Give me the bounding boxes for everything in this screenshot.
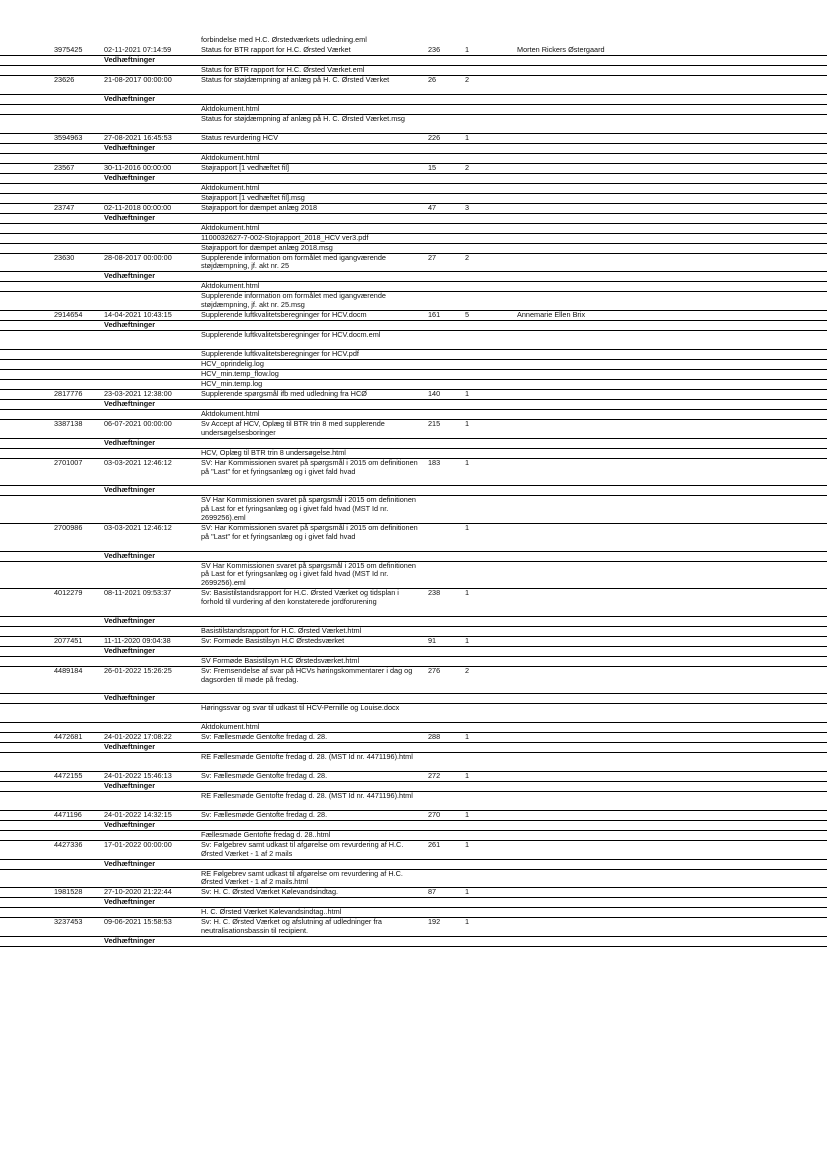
attachments-label: Vedhæftninger	[104, 780, 156, 790]
record-id: 4472155	[54, 770, 83, 780]
attachment-file-name[interactable]: HCV, Oplæg til BTR trin 8 undersøgelse.html	[201, 447, 346, 457]
attachments-header-row	[0, 214, 827, 224]
document-table	[0, 46, 827, 947]
attachment-count: 1	[465, 388, 470, 398]
record-title: Status for BTR rapport for H.C. Ørsted Værket	[201, 45, 351, 54]
attachment-file-row	[0, 184, 827, 194]
attachment-count: 1	[465, 887, 470, 897]
attachments-label: Vedhæftninger	[104, 437, 156, 447]
attachment-count: 3	[465, 202, 470, 212]
attachments-header-row	[0, 821, 827, 831]
attachments-label: Vedhæftninger	[104, 742, 156, 752]
attachment-file-row	[0, 792, 827, 811]
attachments-header-row	[0, 694, 827, 704]
record-row	[0, 459, 827, 487]
record-title: Status for støjdæmpning af anlæg på H. C. Ørsted Værket	[201, 75, 390, 84]
attachment-file-name[interactable]: RE Fællesmøde Gentofte fredag d. 28. (MST Id nr. 4471196).html	[201, 752, 413, 762]
record-date: 17-01-2022 00:00:00	[104, 839, 172, 849]
record-title: Sv Accept af HCV, Oplæg til BTR trin 8 med supplerende undersøgelsesboringer	[201, 418, 385, 437]
record-date: 27-08-2021 16:45:53	[104, 132, 172, 142]
record-row	[0, 76, 827, 95]
record-title: Supplerende information om formålet med igangværende støjdæmpning, jf. akt nr. 25	[201, 252, 386, 271]
attachments-label: Vedhæftninger	[104, 142, 156, 152]
record-row	[0, 841, 827, 860]
attachments-header-row	[0, 95, 827, 105]
record-date: 23-03-2021 12:38:00	[104, 388, 172, 398]
record-date: 02-11-2021 07:14:59	[104, 45, 172, 54]
record-number: 276	[428, 665, 441, 675]
attachments-header-row	[0, 937, 827, 947]
attachments-header-row	[0, 272, 827, 282]
record-title: Sv: Fællesmøde Gentofte fredag d. 28.	[201, 809, 328, 819]
record-date: 02-11-2018 00:00:00	[104, 202, 172, 212]
record-row	[0, 420, 827, 439]
record-title: Sv: H. C. Ørsted Værket Kølevandsindtag.	[201, 887, 339, 897]
record-date: 27-10-2020 21:22:44	[104, 887, 172, 897]
record-number: 215	[428, 418, 441, 428]
attachment-file-row	[0, 370, 827, 380]
attachment-file-name[interactable]: Aktdokument.html	[201, 182, 260, 192]
record-number: 47	[428, 202, 437, 212]
record-number: 27	[428, 252, 437, 262]
record-title: Sv: Fremsendelse af svar på HCVs høringskommentarer i dag og dagsorden til møde på fredag.	[201, 665, 413, 684]
attachment-count: 1	[465, 522, 470, 532]
attachment-file-row	[0, 282, 827, 292]
attachments-label: Vedhæftninger	[104, 897, 156, 907]
attachment-file-name[interactable]: Fællesmøde Gentofte fredag d. 28..html	[201, 829, 331, 839]
record-title: Støjrapport for dæmpet anlæg 2018	[201, 202, 318, 212]
attachment-file-name[interactable]: SV Har Kommissionen svaret på spørgsmål i 2015 om definitionen på Last for et fyringsanlæg og i givet fald hvad (MST Id nr. 2699256).eml	[201, 495, 416, 522]
attachments-header-row	[0, 647, 827, 657]
record-date: 24-01-2022 14:32:15	[104, 809, 172, 819]
record-number: 26	[428, 75, 437, 84]
attachment-file-row	[0, 704, 827, 723]
record-date: 24-01-2022 17:08:22	[104, 732, 172, 742]
record-id: 4427336	[54, 839, 83, 849]
attachment-count: 2	[465, 162, 470, 172]
record-date: 09-06-2021 15:58:53	[104, 917, 172, 927]
record-id: 2077451	[54, 635, 83, 645]
record-owner: Morten Rickers Østergaard	[517, 45, 605, 54]
record-number: 288	[428, 732, 441, 742]
record-date: 24-01-2022 15:46:13	[104, 770, 172, 780]
record-date: 06-07-2021 00:00:00	[104, 418, 172, 428]
record-title: Supplerende luftkvalitetsberegninger for HCV.docm	[201, 310, 367, 320]
attachments-header-row	[0, 174, 827, 184]
attachment-file-name[interactable]: SV Har Kommissionen svaret på spørgsmål i 2015 om definitionen på Last for et fyringsanlæg og i givet fald hvad (MST Id nr. 2699256).eml	[201, 560, 416, 588]
record-date: 11-11-2020 09:04:38	[104, 635, 171, 645]
record-title: Sv: Følgebrev samt udkast til afgørelse om revurdering af H.C. Ørsted Værket - 1 af 2 mails	[201, 839, 404, 858]
record-date: 14-04-2021 10:43:15	[104, 310, 172, 320]
attachment-file-name[interactable]: HCV_min.temp_flow.log	[201, 368, 279, 378]
record-number: 236	[428, 45, 441, 54]
attachments-label: Vedhæftninger	[104, 550, 156, 560]
attachment-file-name[interactable]: Høringssvar og svar til udkast til HCV-Pernille og Louise.docx	[201, 703, 400, 713]
attachment-file-name[interactable]: Støjrapport [1 vedhæftet fil].msg	[201, 192, 305, 202]
attachments-header-row	[0, 56, 827, 66]
record-title: Supplerende spørgsmål ifb med udledning fra HCØ	[201, 388, 367, 398]
attachment-count: 1	[465, 418, 470, 428]
attachments-label: Vedhæftninger	[104, 55, 156, 64]
attachments-label: Vedhæftninger	[104, 615, 156, 625]
attachment-file-name[interactable]: Støjrapport for dæmpet anlæg 2018.msg	[201, 242, 333, 252]
record-id: 2701007	[54, 457, 83, 467]
attachment-file-row	[0, 496, 827, 524]
record-number: 238	[428, 588, 441, 598]
attachment-count: 1	[465, 132, 470, 142]
record-date: 03-03-2021 12:46:12	[104, 522, 172, 532]
attachment-count: 1	[465, 809, 470, 819]
record-title: SV: Har Kommissionen svaret på spørgsmål i 2015 om definitionen på "Last" for et fyringsanlæg og i givet fald hvad	[201, 522, 418, 541]
attachments-header-row	[0, 400, 827, 410]
attachments-label: Vedhæftninger	[104, 693, 156, 703]
record-date: 28-08-2017 00:00:00	[104, 252, 172, 262]
record-date: 08-11-2021 09:53:37	[104, 588, 172, 598]
record-number: 161	[428, 310, 441, 320]
attachment-count: 2	[465, 75, 470, 84]
attachment-count: 1	[465, 588, 470, 598]
record-title: SV: Har Kommissionen svaret på spørgsmål i 2015 om definitionen på "Last" for et fyringsanlæg og i givet fald hvad	[201, 457, 418, 476]
attachment-count: 1	[465, 917, 470, 927]
record-id: 3975425	[54, 45, 83, 54]
attachments-label: Vedhæftninger	[104, 936, 156, 946]
record-id: 4489184	[54, 665, 83, 675]
attachment-file-row	[0, 350, 827, 360]
attachment-file-name[interactable]: Supplerende luftkvalitetsberegninger for HCV.pdf	[201, 348, 359, 358]
attachments-header-row	[0, 860, 827, 870]
record-row	[0, 589, 827, 617]
record-id: 4012279	[54, 588, 83, 598]
record-title: Sv: Fællesmøde Gentofte fredag d. 28.	[201, 732, 328, 742]
attachments-label: Vedhæftninger	[104, 398, 156, 408]
record-id: 23626	[54, 75, 75, 84]
document-page	[0, 36, 827, 947]
record-id: 3237453	[54, 917, 83, 927]
record-row	[0, 667, 827, 695]
attachment-file-name[interactable]: RE Fællesmøde Gentofte fredag d. 28. (MST Id nr. 4471196).html	[201, 790, 413, 800]
attachment-file-row	[0, 115, 827, 134]
record-id: 23567	[54, 162, 75, 172]
attachment-file-name[interactable]: RE Følgebrev samt udkast til afgørelse om revurdering af H.C. Ørsted Værket - 1 af 2 mails.html	[201, 868, 403, 887]
attachment-count: 2	[465, 252, 470, 262]
record-number: 192	[428, 917, 441, 927]
attachment-file-name[interactable]: Aktdokument.html	[201, 722, 260, 732]
attachment-file-name[interactable]: HCV_min.temp.log	[201, 378, 263, 388]
record-title: Sv: H. C. Ørsted Værket og afslutning af udledninger fra neutralisationsbassin til recipient.	[201, 917, 382, 936]
record-owner: Annemarie Ellen Brix	[517, 310, 586, 320]
attachment-file-row	[0, 870, 827, 889]
record-id: 3387138	[54, 418, 83, 428]
attachment-file-row	[0, 562, 827, 590]
attachments-label: Vedhæftninger	[104, 320, 156, 330]
attachment-file-row	[0, 224, 827, 234]
record-id: 4471196	[54, 809, 82, 819]
attachments-header-row	[0, 743, 827, 753]
attachment-file-row	[0, 292, 827, 311]
record-number: 226	[428, 132, 441, 142]
attachments-label: Vedhæftninger	[104, 212, 156, 222]
attachments-header-row	[0, 898, 827, 908]
record-number: 87	[428, 887, 437, 897]
attachment-count: 5	[465, 310, 470, 320]
record-id: 3594963	[54, 132, 83, 142]
record-number: 15	[428, 162, 437, 172]
record-row	[0, 918, 827, 937]
attachment-count: 1	[465, 45, 470, 54]
record-number: 91	[428, 635, 437, 645]
attachment-file-name[interactable]: SV Formøde Basistilsyn H.C Ørstedsværket.html	[201, 655, 360, 665]
attachment-file-name[interactable]: Aktdokument.html	[201, 152, 260, 162]
record-title: Status revurdering HCV	[201, 132, 279, 142]
record-title: Sv: Basistilstandsrapport for H.C. Ørsted Værket og tidsplan i forhold til vurdering af den konstaterede jordforurening	[201, 588, 399, 606]
attachments-label: Vedhæftninger	[104, 819, 156, 829]
record-row	[0, 254, 827, 273]
attachment-file-name[interactable]: Status for BTR rapport for H.C. Ørsted Værket.eml	[201, 65, 365, 74]
attachments-header-row	[0, 782, 827, 792]
record-id: 23747	[54, 202, 75, 212]
record-id: 23630	[54, 252, 75, 262]
attachments-label: Vedhæftninger	[104, 172, 156, 182]
attachment-file-row	[0, 105, 827, 115]
record-date: 26-01-2022 15:26:25	[104, 665, 172, 675]
record-number: 270	[428, 809, 441, 819]
attachment-count: 1	[465, 635, 470, 645]
record-id: 2817776	[54, 388, 83, 398]
top-file-name: forbindelse med H.C. Ørstedværkets udledning.eml	[201, 35, 367, 44]
attachment-file-row	[0, 360, 827, 370]
attachment-count: 1	[465, 732, 470, 742]
attachment-count: 1	[465, 457, 470, 467]
record-number: 140	[428, 388, 441, 398]
record-number: 272	[428, 770, 441, 780]
record-row	[0, 524, 827, 552]
record-title: Sv: Formøde Basistilsyn H.C Ørstedsværket	[201, 635, 345, 645]
attachment-file-name[interactable]: Basistilstandsrapport for H.C. Ørsted Værket.html	[201, 625, 362, 635]
attachment-file-name[interactable]: Aktdokument.html	[201, 281, 260, 291]
attachment-file-row	[0, 753, 827, 772]
attachment-count: 1	[465, 839, 470, 849]
attachment-file-name[interactable]: H. C. Ørsted Værket Kølevandsindtag..html	[201, 907, 342, 917]
attachment-count: 2	[465, 665, 470, 675]
attachments-header-row	[0, 439, 827, 449]
attachment-file-name[interactable]: 1100032627-7-002-Stojrapport_2018_HCV ver3.pdf	[201, 232, 369, 242]
attachments-label: Vedhæftninger	[104, 645, 156, 655]
attachments-header-row	[0, 617, 827, 627]
record-date: 30-11-2016 00:00:00	[104, 162, 172, 172]
attachments-label: Vedhæftninger	[104, 93, 156, 103]
record-title: Sv: Fællesmøde Gentofte fredag d. 28.	[201, 770, 328, 780]
attachment-file-row	[0, 331, 827, 350]
record-number: 183	[428, 457, 441, 467]
attachment-file-name[interactable]: HCV_oprindelig.log	[201, 358, 264, 368]
attachment-file-name[interactable]: Supplerende information om formålet med igangværende støjdæmpning, jf. akt nr. 25.msg	[201, 291, 386, 310]
record-id: 1981528	[54, 887, 83, 897]
attachment-count: 1	[465, 770, 470, 780]
attachment-file-name[interactable]: Aktdokument.html	[201, 222, 260, 232]
attachment-file-name[interactable]: Aktdokument.html	[201, 408, 260, 418]
record-date: 03-03-2021 12:46:12	[104, 457, 172, 467]
record-date: 21-08-2017 00:00:00	[104, 75, 172, 84]
record-id: 4472681	[54, 732, 83, 742]
attachment-file-name[interactable]: Supplerende luftkvalitetsberegninger for HCV.docm.eml	[201, 330, 381, 340]
record-id: 2700986	[54, 522, 83, 532]
attachment-file-row	[0, 234, 827, 244]
attachments-label: Vedhæftninger	[104, 858, 156, 868]
record-number: 261	[428, 839, 441, 849]
attachments-header-row	[0, 144, 827, 154]
attachment-file-name[interactable]: Status for støjdæmpning af anlæg på H. C. Ørsted Værket.msg	[201, 113, 405, 123]
attachments-label: Vedhæftninger	[104, 485, 156, 495]
record-title: Støjrapport [1 vedhæftet fil]	[201, 162, 290, 172]
record-id: 2914654	[54, 310, 83, 320]
attachments-label: Vedhæftninger	[104, 271, 156, 281]
attachment-file-name[interactable]: Aktdokument.html	[201, 103, 260, 113]
attachments-header-row	[0, 321, 827, 331]
